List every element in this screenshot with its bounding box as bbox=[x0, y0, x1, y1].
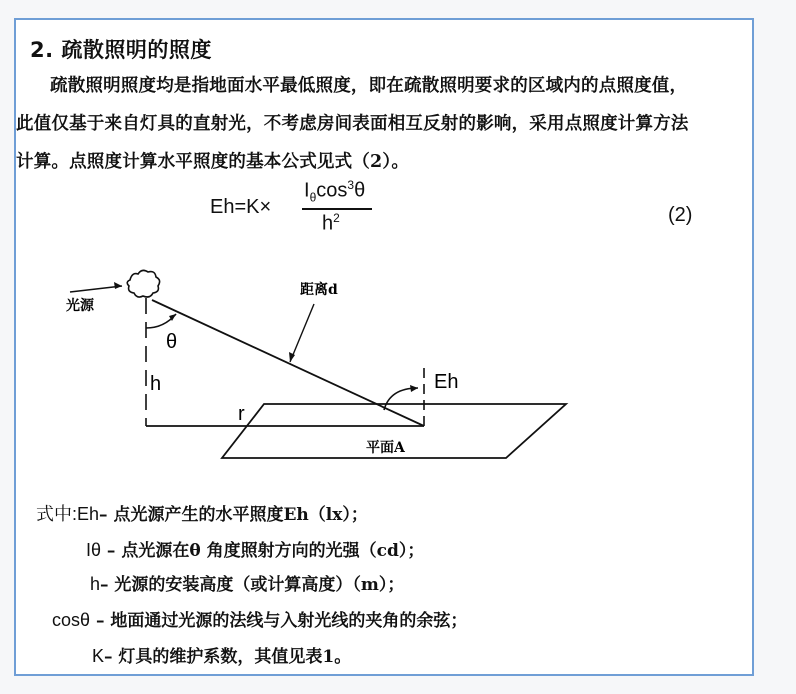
equation-number: (2) bbox=[668, 204, 693, 226]
formula-numerator: $I_\theta\cos^3\theta$ bbox=[304, 178, 366, 205]
point-illuminance-diagram bbox=[46, 254, 606, 474]
legend-i-theta: Iθ – 点光源在θ 角度照射方向的光强（cd）； bbox=[86, 540, 425, 561]
paragraph-line-2: 此值仅基于来自灯具的直射光，不考虑房间表面相互反射的影响，采用点照度计算方法 bbox=[16, 114, 689, 134]
eh-angle-arc bbox=[384, 388, 418, 410]
legend-cos-theta: cosθ – 地面通过光源的法线与入射光线的夹角的余弦； bbox=[52, 610, 468, 631]
document-frame bbox=[14, 18, 754, 676]
legend-k: K– 灯具的维护系数，其值见表1。 bbox=[92, 646, 352, 667]
light-source-icon bbox=[127, 270, 159, 297]
theta-label: θ bbox=[166, 331, 178, 353]
fraction-bar bbox=[302, 208, 372, 210]
legend-eh: 式中:Eh– 点光源产生的水平照度Eh（lx）； bbox=[36, 504, 368, 525]
r-label: r bbox=[238, 403, 245, 425]
section-heading: 2. 疏散照明的照度 bbox=[30, 38, 212, 62]
incident-ray bbox=[152, 300, 424, 426]
distance-pointer bbox=[290, 304, 314, 362]
height-label: h bbox=[150, 373, 162, 395]
paragraph-line-3: 计算。点照度计算水平照度的基本公式见式（2）。 bbox=[16, 152, 410, 172]
distance-label: 距离d bbox=[300, 282, 338, 298]
source-label: 光源 bbox=[66, 298, 94, 314]
formula-lhs: Eh=K× bbox=[210, 196, 272, 218]
paragraph-line-1: 疏散照明照度均是指地面水平最低照度，即在疏散照明要求的区域内的点照度值， bbox=[50, 76, 688, 96]
source-pointer-arrow bbox=[70, 286, 122, 292]
plane-label: 平面A bbox=[366, 440, 405, 456]
eh-label: Eh bbox=[434, 371, 459, 393]
formula-denominator: $h^2$ bbox=[322, 211, 340, 235]
legend-h: h– 光源的安装高度（或计算高度）（m）； bbox=[90, 574, 405, 595]
